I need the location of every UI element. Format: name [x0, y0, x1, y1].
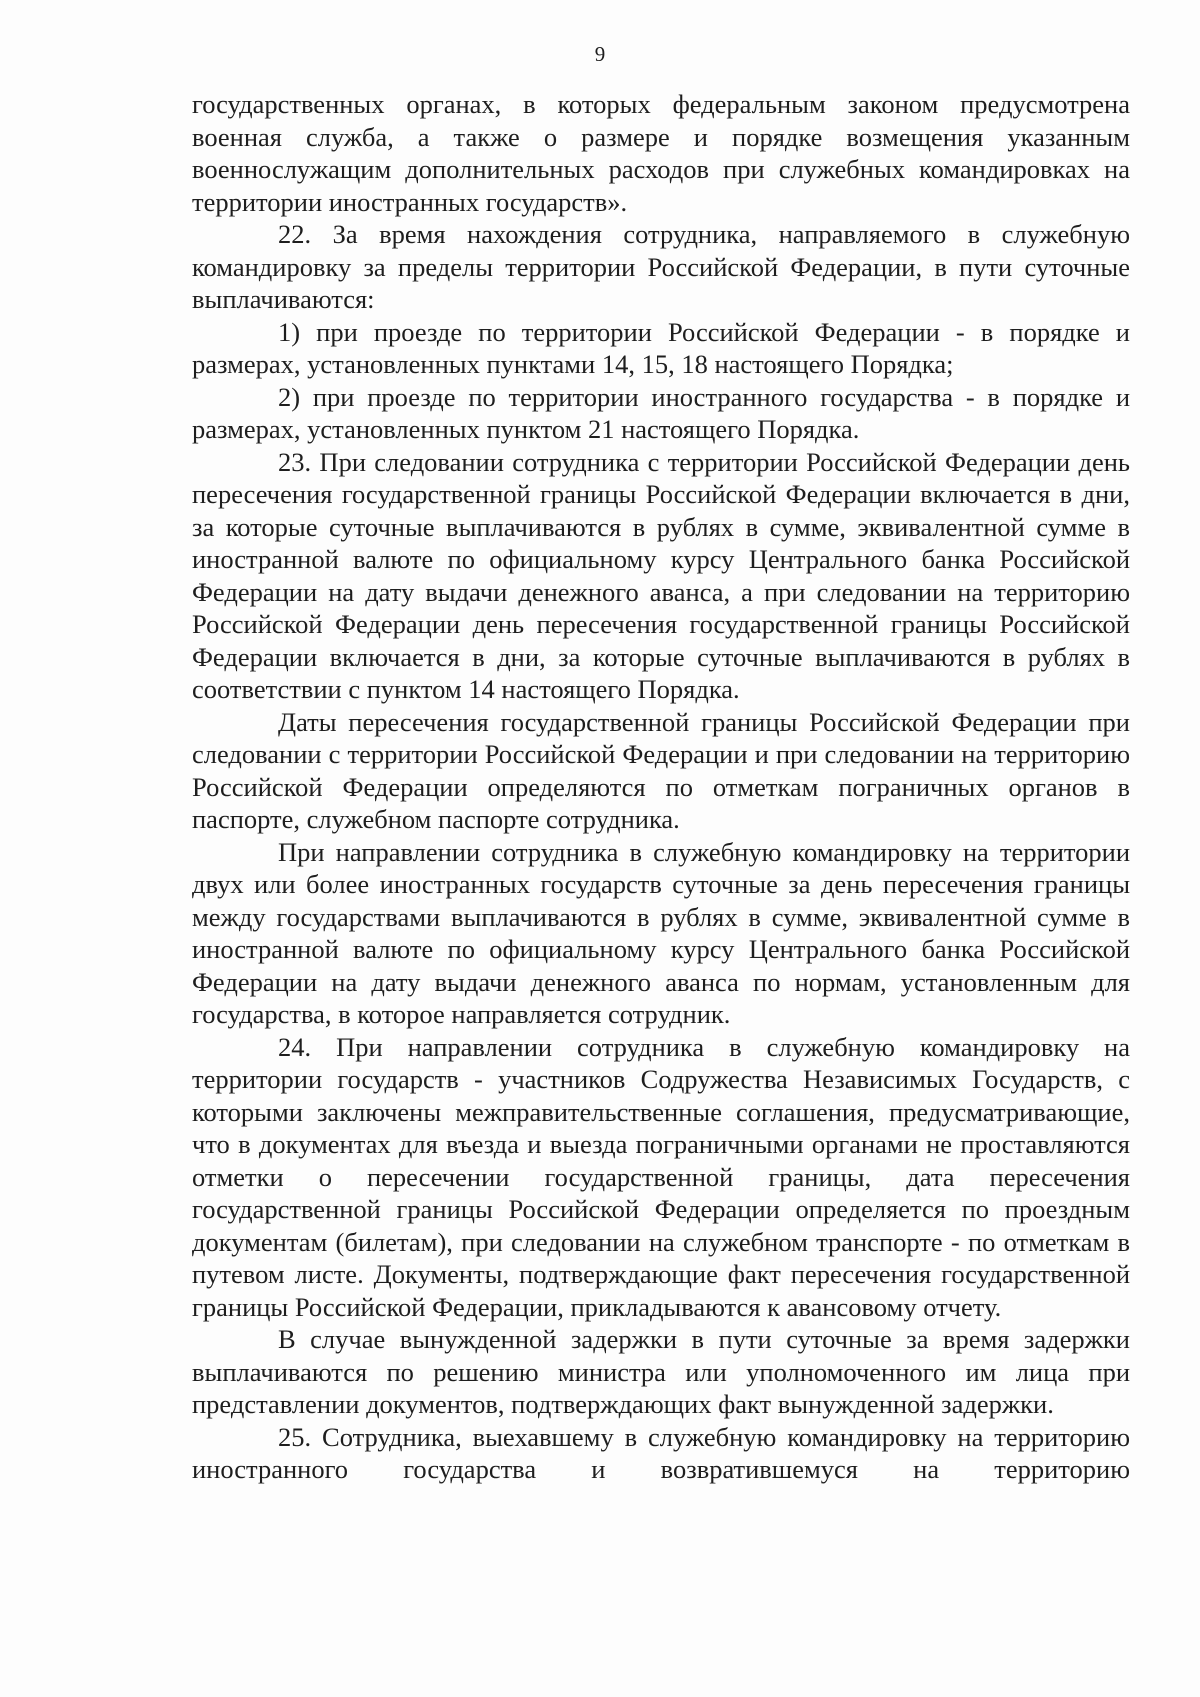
paragraph-multiple-states: При направлении сотрудника в служебную командировку на территории двух или более иностранных государств суточные за день пересечения границы между государствами выплачиваются в рублях в сумме, эквивалентной сумме в иностранной валюте по официальному курсу Центрального банка Российской Федерации на дату выдачи денежного аванса по нормам, установленным для государства, в которое направляется сотрудник. — [192, 836, 1130, 1029]
paragraph-item-23: 23. При следовании сотрудника с территории Российской Федерации день пересечения государственной границы Российской Федерации включается в дни, за которые суточные выплачиваются в рублях в сумме, эквивалентной сумме в иностранной валюте по официальному курсу Центрального банка Российской Федерации на дату выдачи денежного аванса, а при следовании на территорию Российской Федерации день пересечения государственной границы Российской Федерации включается в дни, за которые суточные выплачиваются в рублях в соответствии с пунктом 14 настоящего Порядка. — [192, 446, 1130, 704]
subparagraph-2: 2) при проезде по территории иностранного государства - в порядке и размерах, установленных пунктом 21 настоящего Порядка. — [192, 381, 1130, 444]
page-number: 9 — [594, 42, 606, 66]
paragraph-item-22: 22. За время нахождения сотрудника, направляемого в служебную командировку за пределы территории Российской Федерации, в пути суточные выплачиваются: — [192, 219, 1130, 314]
document-body — [192, 88, 1130, 1486]
subparagraph-1: 1) при проезде по территории Российской Федерации - в порядке и размерах, установленных пунктами 14, 15, 18 настоящего Порядка; — [192, 316, 1130, 379]
paragraph-continuation: государственных органах, в которых федеральным законом предусмотрена военная служба, а также о размере и порядке возмещения указанным военнослужащим дополнительных расходов при служебных командировках на территории иностранных государств». — [192, 89, 1130, 217]
paragraph-forced-delay: В случае вынужденной задержки в пути суточные за время задержки выплачиваются по решению министра или уполномоченного им лица при представлении документов, подтверждающих факт вынужденной задержки. — [192, 1324, 1130, 1419]
paragraph-item-25: 25. Сотрудника, выехавшему в служебную командировку на территорию иностранного государства и возвратившемуся на территорию — [192, 1421, 1130, 1484]
paragraph-item-24: 24. При направлении сотрудника в служебную командировку на территории государств - участников Содружества Независимых Государств, с которыми заключены межправительственные соглашения, предусматривающие, что в документах для въезда и выезда пограничными органами не проставляются отметки о пересечении государственной границы, дата пересечения государственной границы Российской Федерации определяется по проездным документам (билетам), при следовании на служебном транспорте - по отметкам в путевом листе. Документы, подтверждающие факт пересечения государственной границы Российской Федерации, прикладываются к авансовому отчету. — [192, 1031, 1130, 1322]
paragraph-border-dates: Даты пересечения государственной границы Российской Федерации при следовании с территории Российской Федерации и при следовании на территорию Российской Федерации определяются по отметкам пограничных органов в паспорте, служебном паспорте сотрудника. — [192, 706, 1130, 834]
